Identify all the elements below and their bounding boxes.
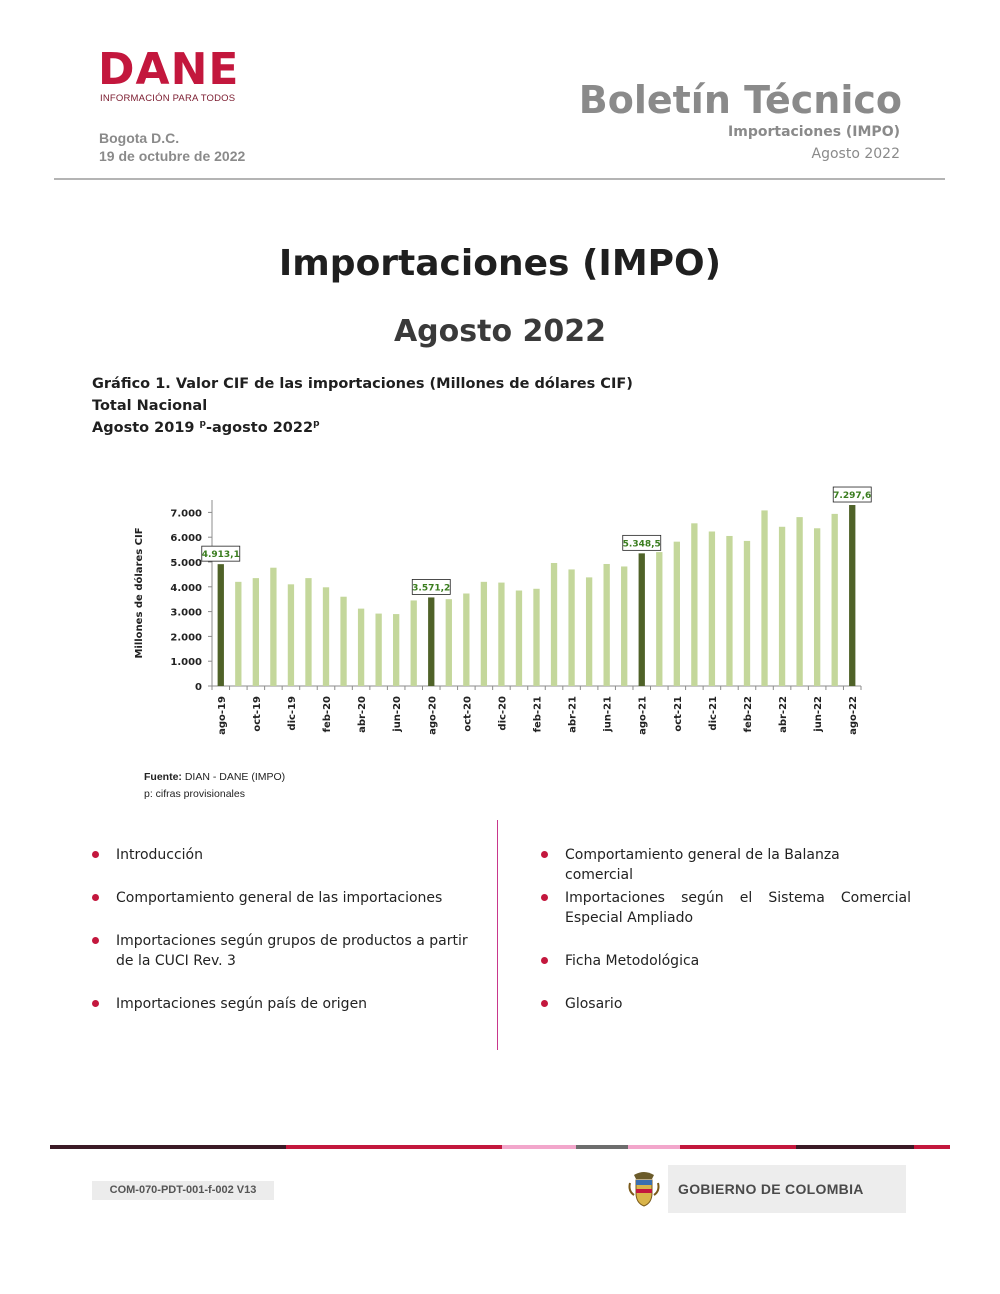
bar	[744, 541, 750, 686]
bar	[568, 569, 574, 686]
bar	[498, 583, 504, 686]
bar	[218, 564, 224, 686]
bar	[358, 609, 364, 686]
y-tick-label: 3.000	[170, 607, 202, 619]
x-tick-label: ago-22	[848, 696, 860, 735]
figure-caption-period: Agosto 2019 $^p$-agosto 2022$^p$	[92, 419, 320, 436]
contents-item	[92, 931, 482, 971]
bar	[393, 614, 399, 686]
data-label: 3.571,2	[412, 583, 451, 594]
figure-note: p: cifras provisionales	[144, 788, 245, 800]
bullet-icon	[92, 894, 99, 901]
bar	[639, 553, 645, 686]
y-tick-label: 7.000	[170, 508, 202, 520]
x-tick-label: dic-20	[497, 696, 509, 731]
government-label: GOBIERNO DE COLOMBIA	[678, 1181, 864, 1197]
contents-item-label: Glosario	[565, 996, 623, 1012]
x-tick-label: oct-21	[672, 696, 684, 732]
contents-item-label: Ficha Metodológica	[565, 953, 700, 969]
y-tick-label: 0	[195, 682, 202, 693]
x-tick-label: ago-20	[427, 696, 439, 735]
bullet-icon	[541, 851, 548, 858]
bar	[270, 568, 276, 686]
page-title: Importaciones (IMPO)	[278, 243, 722, 284]
x-tick-label: dic-21	[707, 696, 719, 731]
x-tick-label: feb-22	[742, 696, 754, 733]
bar	[323, 587, 329, 686]
bar	[516, 591, 522, 686]
bar	[691, 523, 697, 686]
publication-date: 19 de octubre de 2022	[99, 148, 246, 164]
y-tick-label: 1.000	[170, 657, 202, 669]
bar	[656, 552, 662, 686]
y-tick-label: 4.000	[170, 582, 202, 594]
bar	[463, 593, 469, 686]
bar	[604, 564, 610, 686]
bullet-icon	[541, 894, 548, 901]
bar	[235, 582, 241, 686]
bar	[375, 614, 381, 686]
bullet-icon	[541, 1000, 548, 1007]
x-tick-label: ago-21	[637, 696, 649, 735]
bar	[481, 582, 487, 686]
y-tick-label: 5.000	[170, 558, 202, 569]
footer-bar-segment	[680, 1145, 796, 1149]
x-tick-label: feb-20	[322, 696, 334, 733]
bar	[533, 589, 539, 686]
bullet-icon	[92, 851, 99, 858]
x-tick-label: jun-22	[813, 696, 825, 732]
contents-item	[541, 888, 911, 928]
bar	[288, 584, 294, 686]
bar	[779, 527, 785, 686]
contents-divider	[497, 820, 498, 1050]
figure-caption-scope: Total Nacional	[92, 398, 208, 414]
x-tick-label: jun-21	[602, 696, 614, 732]
footer-bar-segment	[796, 1145, 914, 1149]
contents-item-label: Importaciones según país de origen	[116, 996, 368, 1012]
bar	[849, 505, 855, 686]
contents-item-label: Comportamiento general de la Balanza comercial	[565, 847, 840, 883]
page-period: Agosto 2022	[393, 314, 607, 349]
figure-source: Fuente: DIAN - DANE (IMPO)	[144, 771, 286, 783]
contents-item	[541, 951, 911, 971]
y-tick-label: 6.000	[170, 533, 202, 545]
bar	[411, 600, 417, 686]
contents-item-label: Introducción	[116, 847, 203, 863]
bar	[446, 599, 452, 686]
contents-item	[92, 888, 482, 908]
x-tick-label: ago-19	[216, 696, 228, 735]
header-rule	[54, 178, 945, 180]
bulletin-title: Boletín Técnico	[578, 78, 902, 122]
data-label: 7.297,6	[833, 491, 872, 502]
bar	[814, 528, 820, 686]
bar	[340, 597, 346, 686]
chart-svg	[128, 480, 888, 750]
coat-of-arms-icon	[620, 1165, 668, 1213]
x-tick-label: feb-21	[532, 696, 544, 733]
footer-bar-segment	[628, 1145, 680, 1149]
document-code: COM-070-PDT-001-f-002 V13	[92, 1181, 274, 1200]
contents-item-label: Comportamiento general de las importaciones	[116, 890, 443, 906]
data-label: 5.348,5	[622, 539, 661, 550]
bar	[761, 510, 767, 686]
bulletin-period: Agosto 2022	[811, 146, 900, 162]
bar	[832, 514, 838, 686]
contents-item-label: Importaciones según grupos de productos a partir de la CUCI Rev. 3	[116, 933, 468, 969]
figure-caption-title: Gráfico 1. Valor CIF de las importaciones (Millones de dólares CIF)	[92, 376, 633, 392]
x-tick-label: oct-20	[462, 696, 474, 732]
bar	[551, 563, 557, 686]
contents-item	[92, 994, 482, 1014]
dane-logo-tagline: INFORMACIÓN PARA TODOS	[100, 93, 236, 104]
footer-bar-segment	[50, 1145, 286, 1149]
footer-color-bar	[50, 1145, 950, 1149]
imports-bar-chart	[128, 480, 888, 750]
dane-logo: DANE	[98, 44, 240, 95]
bar	[428, 597, 434, 686]
bar	[586, 577, 592, 686]
footer-bar-segment	[286, 1145, 502, 1149]
government-badge	[620, 1165, 906, 1213]
bar	[305, 578, 311, 686]
x-tick-label: jun-20	[392, 696, 404, 732]
data-label: 4.913,1	[201, 550, 240, 561]
footer-bar-segment	[502, 1145, 576, 1149]
contents-item-label: Importaciones según el Sistema Comercial Especial Ampliado	[565, 890, 911, 926]
bullet-icon	[92, 937, 99, 944]
bulletin-subtitle: Importaciones (IMPO)	[728, 124, 900, 140]
x-tick-label: oct-19	[251, 696, 263, 732]
bullet-icon	[92, 1000, 99, 1007]
y-axis-label: Millones de dólares CIF	[134, 527, 145, 659]
x-tick-label: abr-20	[357, 696, 369, 733]
bar	[253, 578, 259, 686]
city: Bogota D.C.	[99, 130, 180, 146]
x-tick-label: dic-19	[286, 696, 298, 731]
contents-item	[541, 845, 911, 885]
contents-item	[92, 845, 482, 865]
x-tick-label: abr-21	[567, 696, 579, 733]
bullet-icon	[541, 957, 548, 964]
x-tick-label: abr-22	[778, 696, 790, 733]
contents-item	[541, 994, 911, 1014]
bar	[726, 536, 732, 686]
bar	[709, 531, 715, 686]
footer-bar-segment	[576, 1145, 628, 1149]
bar	[621, 566, 627, 686]
footer-bar-segment	[914, 1145, 950, 1149]
bar	[674, 542, 680, 686]
bar	[796, 517, 802, 686]
y-tick-label: 2.000	[170, 632, 202, 644]
